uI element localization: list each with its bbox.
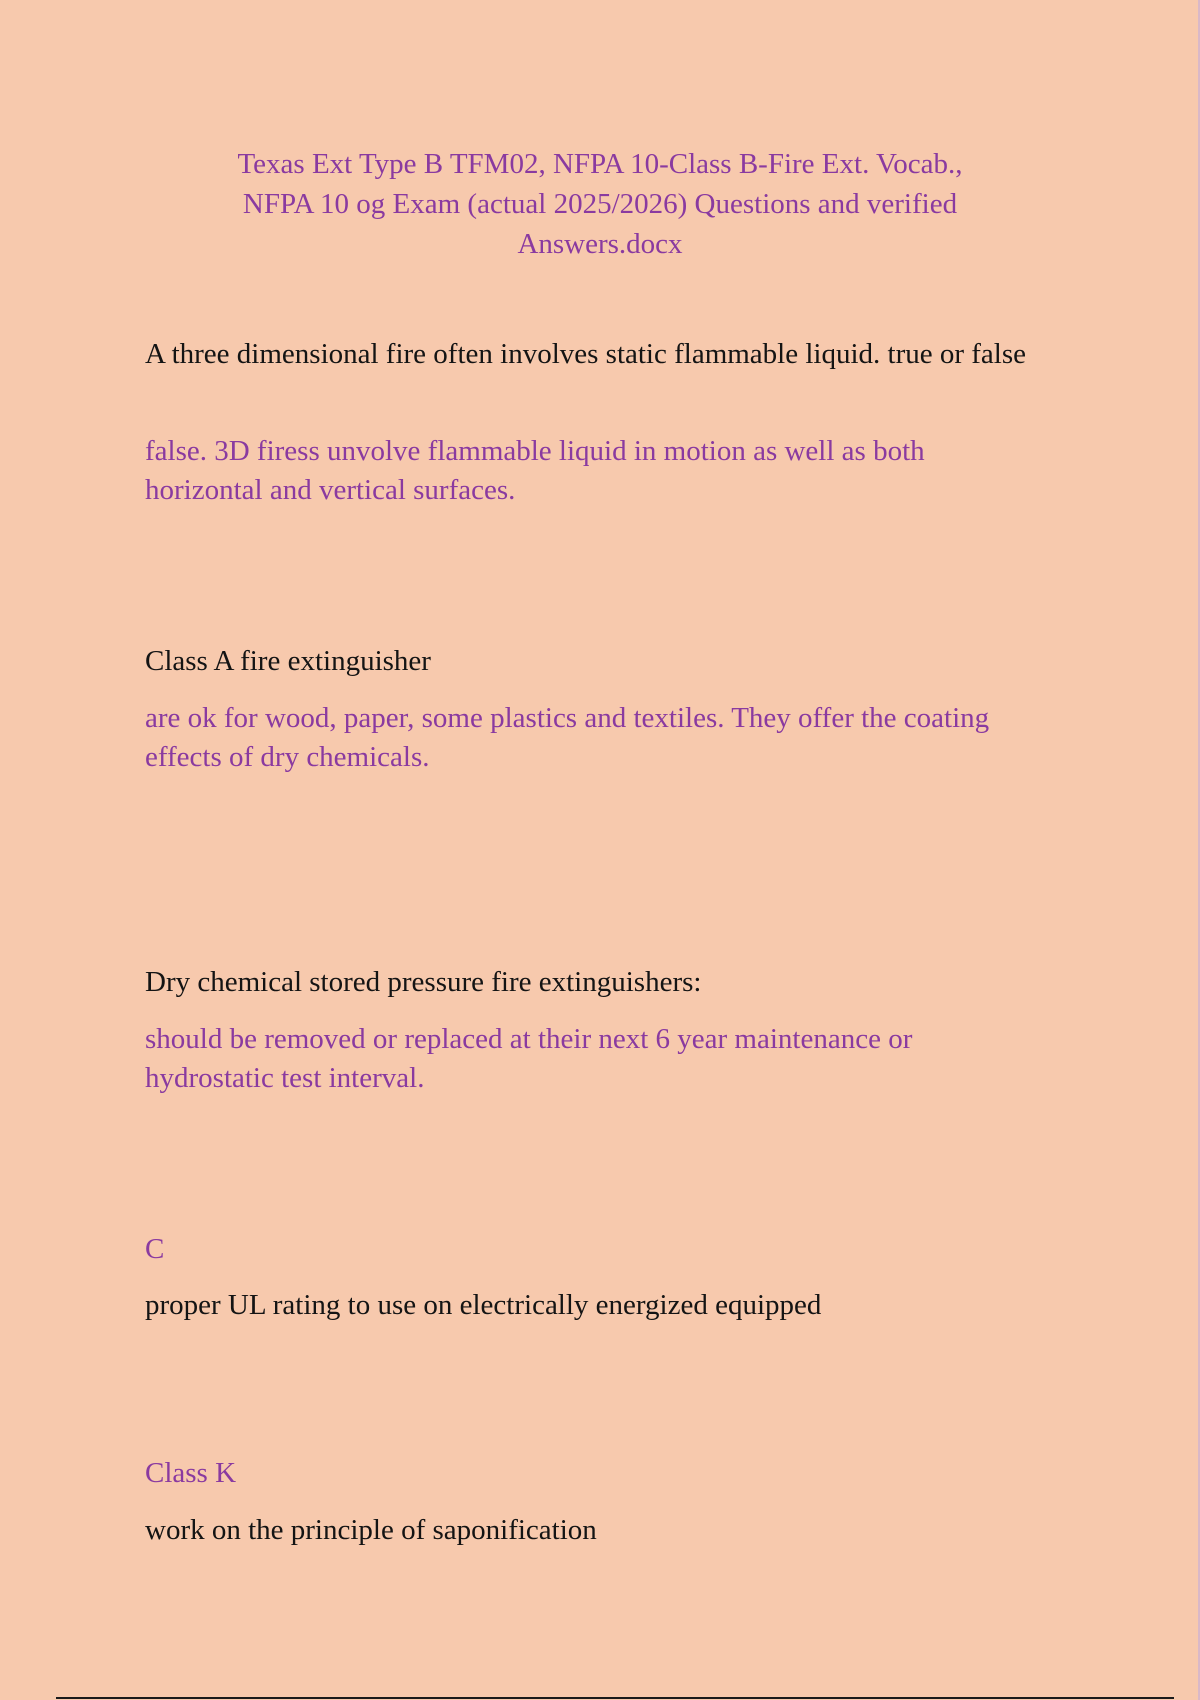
footer-rule <box>56 1697 1174 1699</box>
title-line: Texas Ext Type B TFM02, NFPA 10-Class B-Fire Ext. Vocab., <box>237 148 963 180</box>
card-term: C <box>145 1233 165 1265</box>
card-definition: proper UL rating to use on electrically energized equipped <box>145 1289 822 1321</box>
card-definition: should be removed or replaced at their next 6 year maintenance or hydrostatic test interval. <box>145 1023 913 1094</box>
title-line: Answers.docx <box>517 228 683 260</box>
card-term: A three dimensional fire often involves static flammable liquid. true or false <box>145 338 1027 370</box>
document-title <box>160 144 1040 264</box>
card-definition: work on the principle of saponification <box>145 1514 597 1546</box>
card-definition: are ok for wood, paper, some plastics and textiles. They offer the coating effects of dry chemicals. <box>145 702 990 773</box>
card-term: Class K <box>145 1457 237 1489</box>
card-term: Class A fire extinguisher <box>145 645 431 677</box>
card-term: Dry chemical stored pressure fire extinguishers: <box>145 966 702 998</box>
title-line: NFPA 10 og Exam (actual 2025/2026) Questions and verified <box>242 188 958 220</box>
card-definition: false. 3D firess unvolve flammable liquid in motion as well as both horizontal and vertical surfaces. <box>145 435 925 506</box>
